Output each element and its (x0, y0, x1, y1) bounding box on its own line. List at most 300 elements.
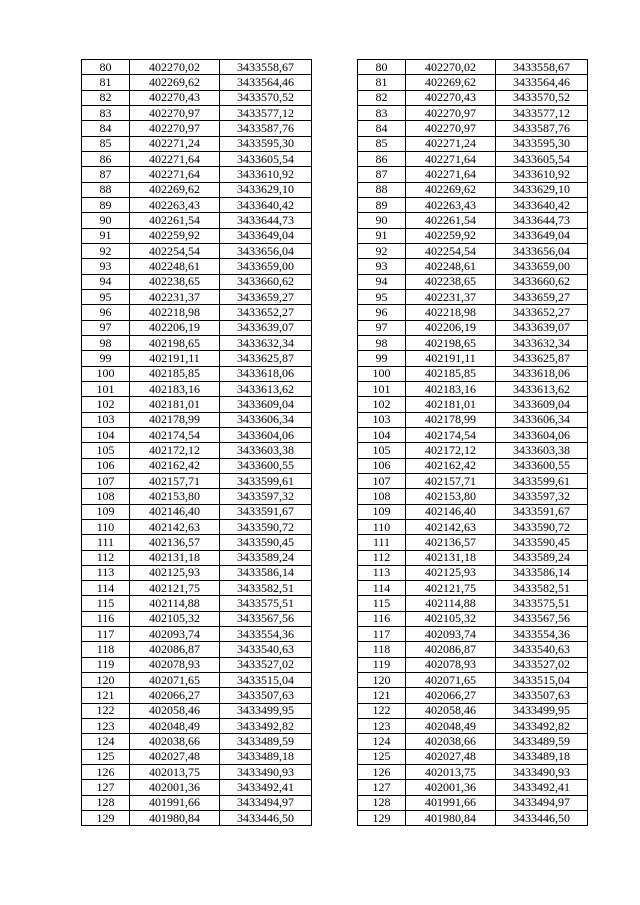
table-row (82, 473, 588, 488)
column-gap (312, 121, 358, 136)
left-point-number-cell: 125 (82, 749, 130, 764)
right-x-coordinate-cell: 402093,74 (406, 627, 496, 642)
right-y-coordinate-cell: 3433527,02 (496, 657, 588, 672)
right-x-coordinate-cell: 402206,19 (406, 320, 496, 335)
table-row (82, 627, 588, 642)
right-point-number-cell: 126 (358, 765, 406, 780)
left-point-number-cell: 92 (82, 243, 130, 258)
right-y-coordinate-cell: 3433586,14 (496, 565, 588, 580)
left-point-number-cell: 102 (82, 397, 130, 412)
left-point-number-cell: 120 (82, 673, 130, 688)
left-y-coordinate-cell: 3433540,63 (220, 642, 312, 657)
table-row (82, 688, 588, 703)
column-gap (312, 381, 358, 396)
left-point-number-cell: 93 (82, 259, 130, 274)
left-y-coordinate-cell: 3433597,32 (220, 489, 312, 504)
column-gap (312, 780, 358, 795)
right-point-number-cell: 119 (358, 657, 406, 672)
right-y-coordinate-cell: 3433599,61 (496, 473, 588, 488)
left-point-number-cell: 128 (82, 795, 130, 810)
right-x-coordinate-cell: 402248,61 (406, 259, 496, 274)
column-gap (312, 734, 358, 749)
left-y-coordinate-cell: 3433586,14 (220, 565, 312, 580)
right-y-coordinate-cell: 3433597,32 (496, 489, 588, 504)
left-y-coordinate-cell: 3433640,42 (220, 197, 312, 212)
left-y-coordinate-cell: 3433625,87 (220, 351, 312, 366)
left-point-number-cell: 83 (82, 105, 130, 120)
table-row (82, 320, 588, 335)
right-x-coordinate-cell: 402048,49 (406, 719, 496, 734)
table-row (82, 412, 588, 427)
right-x-coordinate-cell: 402181,01 (406, 397, 496, 412)
table-row (82, 673, 588, 688)
column-gap (312, 581, 358, 596)
left-x-coordinate-cell: 402271,64 (130, 151, 220, 166)
left-x-coordinate-cell: 402058,46 (130, 703, 220, 718)
left-point-number-cell: 96 (82, 305, 130, 320)
column-gap (312, 795, 358, 810)
left-x-coordinate-cell: 402105,32 (130, 611, 220, 626)
right-point-number-cell: 104 (358, 427, 406, 442)
left-point-number-cell: 119 (82, 657, 130, 672)
column-gap (312, 811, 358, 826)
right-point-number-cell: 99 (358, 351, 406, 366)
right-y-coordinate-cell: 3433618,06 (496, 366, 588, 381)
column-gap (312, 412, 358, 427)
left-x-coordinate-cell: 402183,16 (130, 381, 220, 396)
left-point-number-cell: 117 (82, 627, 130, 642)
right-point-number-cell: 123 (358, 719, 406, 734)
table-row (82, 75, 588, 90)
table-row (82, 780, 588, 795)
right-x-coordinate-cell: 402038,66 (406, 734, 496, 749)
table-row (82, 243, 588, 258)
right-y-coordinate-cell: 3433577,12 (496, 105, 588, 120)
right-point-number-cell: 87 (358, 167, 406, 182)
left-x-coordinate-cell: 402048,49 (130, 719, 220, 734)
left-point-number-cell: 121 (82, 688, 130, 703)
right-point-number-cell: 91 (358, 228, 406, 243)
left-point-number-cell: 80 (82, 60, 130, 75)
table-row (82, 228, 588, 243)
right-point-number-cell: 106 (358, 458, 406, 473)
coordinate-table-body (82, 60, 588, 826)
left-y-coordinate-cell: 3433656,04 (220, 243, 312, 258)
left-x-coordinate-cell: 402271,24 (130, 136, 220, 151)
table-row (82, 765, 588, 780)
left-point-number-cell: 94 (82, 274, 130, 289)
right-y-coordinate-cell: 3433632,34 (496, 335, 588, 350)
table-row (82, 213, 588, 228)
right-x-coordinate-cell: 402058,46 (406, 703, 496, 718)
table-row (82, 565, 588, 580)
left-y-coordinate-cell: 3433489,18 (220, 749, 312, 764)
left-x-coordinate-cell: 402270,43 (130, 90, 220, 105)
left-x-coordinate-cell: 401980,84 (130, 811, 220, 826)
column-gap (312, 197, 358, 212)
left-x-coordinate-cell: 402181,01 (130, 397, 220, 412)
left-x-coordinate-cell: 402271,64 (130, 167, 220, 182)
right-point-number-cell: 96 (358, 305, 406, 320)
right-y-coordinate-cell: 3433652,27 (496, 305, 588, 320)
right-point-number-cell: 112 (358, 550, 406, 565)
left-y-coordinate-cell: 3433492,41 (220, 780, 312, 795)
right-x-coordinate-cell: 402131,18 (406, 550, 496, 565)
table-row (82, 305, 588, 320)
left-point-number-cell: 123 (82, 719, 130, 734)
right-point-number-cell: 122 (358, 703, 406, 718)
column-gap (312, 504, 358, 519)
right-point-number-cell: 118 (358, 642, 406, 657)
left-y-coordinate-cell: 3433492,82 (220, 719, 312, 734)
left-point-number-cell: 109 (82, 504, 130, 519)
right-point-number-cell: 120 (358, 673, 406, 688)
right-point-number-cell: 102 (358, 397, 406, 412)
right-point-number-cell: 90 (358, 213, 406, 228)
left-point-number-cell: 122 (82, 703, 130, 718)
right-y-coordinate-cell: 3433625,87 (496, 351, 588, 366)
column-gap (312, 136, 358, 151)
left-x-coordinate-cell: 402125,93 (130, 565, 220, 580)
left-x-coordinate-cell: 402270,97 (130, 105, 220, 120)
left-y-coordinate-cell: 3433600,55 (220, 458, 312, 473)
right-point-number-cell: 80 (358, 60, 406, 75)
left-x-coordinate-cell: 402174,54 (130, 427, 220, 442)
left-x-coordinate-cell: 402114,88 (130, 596, 220, 611)
right-x-coordinate-cell: 402001,36 (406, 780, 496, 795)
right-y-coordinate-cell: 3433590,72 (496, 519, 588, 534)
right-y-coordinate-cell: 3433492,82 (496, 719, 588, 734)
table-row (82, 182, 588, 197)
right-x-coordinate-cell: 402136,57 (406, 535, 496, 550)
right-y-coordinate-cell: 3433603,38 (496, 443, 588, 458)
left-x-coordinate-cell: 402269,62 (130, 75, 220, 90)
left-point-number-cell: 126 (82, 765, 130, 780)
column-gap (312, 550, 358, 565)
right-point-number-cell: 82 (358, 90, 406, 105)
right-y-coordinate-cell: 3433492,41 (496, 780, 588, 795)
column-gap (312, 320, 358, 335)
right-x-coordinate-cell: 402259,92 (406, 228, 496, 243)
table-row (82, 197, 588, 212)
right-y-coordinate-cell: 3433570,52 (496, 90, 588, 105)
left-x-coordinate-cell: 402269,62 (130, 182, 220, 197)
right-y-coordinate-cell: 3433639,07 (496, 320, 588, 335)
left-x-coordinate-cell: 402254,54 (130, 243, 220, 258)
left-y-coordinate-cell: 3433494,97 (220, 795, 312, 810)
left-x-coordinate-cell: 402238,65 (130, 274, 220, 289)
right-y-coordinate-cell: 3433489,18 (496, 749, 588, 764)
left-x-coordinate-cell: 401991,66 (130, 795, 220, 810)
right-point-number-cell: 121 (358, 688, 406, 703)
column-gap (312, 596, 358, 611)
right-x-coordinate-cell: 402066,27 (406, 688, 496, 703)
left-point-number-cell: 81 (82, 75, 130, 90)
table-row (82, 90, 588, 105)
right-point-number-cell: 110 (358, 519, 406, 534)
left-y-coordinate-cell: 3433613,62 (220, 381, 312, 396)
left-x-coordinate-cell: 402198,65 (130, 335, 220, 350)
column-gap (312, 443, 358, 458)
right-x-coordinate-cell: 402027,48 (406, 749, 496, 764)
column-gap (312, 427, 358, 442)
right-x-coordinate-cell: 402218,98 (406, 305, 496, 320)
column-gap (312, 611, 358, 626)
right-x-coordinate-cell: 402153,80 (406, 489, 496, 504)
right-y-coordinate-cell: 3433558,67 (496, 60, 588, 75)
table-row (82, 274, 588, 289)
right-point-number-cell: 105 (358, 443, 406, 458)
left-y-coordinate-cell: 3433591,67 (220, 504, 312, 519)
column-gap (312, 565, 358, 580)
left-x-coordinate-cell: 402086,87 (130, 642, 220, 657)
table-row (82, 151, 588, 166)
column-gap (312, 642, 358, 657)
left-y-coordinate-cell: 3433605,54 (220, 151, 312, 166)
right-y-coordinate-cell: 3433595,30 (496, 136, 588, 151)
table-row (82, 489, 588, 504)
table-row (82, 611, 588, 626)
right-point-number-cell: 84 (358, 121, 406, 136)
left-y-coordinate-cell: 3433659,00 (220, 259, 312, 274)
column-gap (312, 305, 358, 320)
right-y-coordinate-cell: 3433649,04 (496, 228, 588, 243)
right-x-coordinate-cell: 402270,97 (406, 121, 496, 136)
left-y-coordinate-cell: 3433639,07 (220, 320, 312, 335)
column-gap (312, 397, 358, 412)
right-y-coordinate-cell: 3433446,50 (496, 811, 588, 826)
right-x-coordinate-cell: 402185,85 (406, 366, 496, 381)
left-y-coordinate-cell: 3433595,30 (220, 136, 312, 151)
left-y-coordinate-cell: 3433499,95 (220, 703, 312, 718)
left-x-coordinate-cell: 402027,48 (130, 749, 220, 764)
right-x-coordinate-cell: 402146,40 (406, 504, 496, 519)
right-y-coordinate-cell: 3433507,63 (496, 688, 588, 703)
left-point-number-cell: 111 (82, 535, 130, 550)
right-point-number-cell: 109 (358, 504, 406, 519)
left-point-number-cell: 127 (82, 780, 130, 795)
left-y-coordinate-cell: 3433589,24 (220, 550, 312, 565)
right-y-coordinate-cell: 3433600,55 (496, 458, 588, 473)
left-y-coordinate-cell: 3433527,02 (220, 657, 312, 672)
column-gap (312, 289, 358, 304)
left-x-coordinate-cell: 402270,02 (130, 60, 220, 75)
right-x-coordinate-cell: 402172,12 (406, 443, 496, 458)
right-y-coordinate-cell: 3433660,62 (496, 274, 588, 289)
table-row (82, 550, 588, 565)
column-gap (312, 535, 358, 550)
column-gap (312, 274, 358, 289)
right-x-coordinate-cell: 402086,87 (406, 642, 496, 657)
column-gap (312, 519, 358, 534)
left-x-coordinate-cell: 402261,54 (130, 213, 220, 228)
left-y-coordinate-cell: 3433606,34 (220, 412, 312, 427)
right-point-number-cell: 107 (358, 473, 406, 488)
right-x-coordinate-cell: 402270,43 (406, 90, 496, 105)
column-gap (312, 458, 358, 473)
right-point-number-cell: 85 (358, 136, 406, 151)
right-y-coordinate-cell: 3433589,24 (496, 550, 588, 565)
table-row (82, 105, 588, 120)
right-y-coordinate-cell: 3433590,45 (496, 535, 588, 550)
column-gap (312, 657, 358, 672)
right-x-coordinate-cell: 402254,54 (406, 243, 496, 258)
left-y-coordinate-cell: 3433564,46 (220, 75, 312, 90)
table-row (82, 458, 588, 473)
right-x-coordinate-cell: 402078,93 (406, 657, 496, 672)
left-point-number-cell: 116 (82, 611, 130, 626)
right-y-coordinate-cell: 3433644,73 (496, 213, 588, 228)
right-x-coordinate-cell: 402261,54 (406, 213, 496, 228)
right-point-number-cell: 127 (358, 780, 406, 795)
table-row (82, 381, 588, 396)
right-x-coordinate-cell: 402178,99 (406, 412, 496, 427)
table-row (82, 397, 588, 412)
left-x-coordinate-cell: 402178,99 (130, 412, 220, 427)
left-point-number-cell: 112 (82, 550, 130, 565)
right-point-number-cell: 97 (358, 320, 406, 335)
right-point-number-cell: 125 (358, 749, 406, 764)
left-point-number-cell: 106 (82, 458, 130, 473)
right-y-coordinate-cell: 3433604,06 (496, 427, 588, 442)
left-point-number-cell: 108 (82, 489, 130, 504)
left-point-number-cell: 104 (82, 427, 130, 442)
right-x-coordinate-cell: 402271,24 (406, 136, 496, 151)
right-x-coordinate-cell: 402162,42 (406, 458, 496, 473)
column-gap (312, 243, 358, 258)
column-gap (312, 151, 358, 166)
right-point-number-cell: 111 (358, 535, 406, 550)
table-row (82, 443, 588, 458)
left-point-number-cell: 114 (82, 581, 130, 596)
left-y-coordinate-cell: 3433507,63 (220, 688, 312, 703)
right-point-number-cell: 103 (358, 412, 406, 427)
right-x-coordinate-cell: 402231,37 (406, 289, 496, 304)
left-point-number-cell: 115 (82, 596, 130, 611)
left-x-coordinate-cell: 402038,66 (130, 734, 220, 749)
left-point-number-cell: 110 (82, 519, 130, 534)
left-y-coordinate-cell: 3433515,04 (220, 673, 312, 688)
table-row (82, 366, 588, 381)
right-point-number-cell: 108 (358, 489, 406, 504)
column-gap (312, 749, 358, 764)
left-x-coordinate-cell: 402259,92 (130, 228, 220, 243)
right-x-coordinate-cell: 402157,71 (406, 473, 496, 488)
left-y-coordinate-cell: 3433659,27 (220, 289, 312, 304)
left-x-coordinate-cell: 402121,75 (130, 581, 220, 596)
left-point-number-cell: 118 (82, 642, 130, 657)
left-y-coordinate-cell: 3433629,10 (220, 182, 312, 197)
right-y-coordinate-cell: 3433587,76 (496, 121, 588, 136)
column-gap (312, 75, 358, 90)
column-gap (312, 703, 358, 718)
left-y-coordinate-cell: 3433660,62 (220, 274, 312, 289)
right-point-number-cell: 101 (358, 381, 406, 396)
column-gap (312, 213, 358, 228)
right-x-coordinate-cell: 402071,65 (406, 673, 496, 688)
left-point-number-cell: 88 (82, 182, 130, 197)
table-row (82, 734, 588, 749)
left-y-coordinate-cell: 3433652,27 (220, 305, 312, 320)
coordinate-table (81, 59, 588, 826)
left-point-number-cell: 91 (82, 228, 130, 243)
left-point-number-cell: 90 (82, 213, 130, 228)
left-x-coordinate-cell: 402157,71 (130, 473, 220, 488)
left-y-coordinate-cell: 3433610,92 (220, 167, 312, 182)
right-x-coordinate-cell: 402121,75 (406, 581, 496, 596)
right-point-number-cell: 93 (358, 259, 406, 274)
left-x-coordinate-cell: 402248,61 (130, 259, 220, 274)
right-point-number-cell: 88 (358, 182, 406, 197)
left-y-coordinate-cell: 3433644,73 (220, 213, 312, 228)
left-x-coordinate-cell: 402066,27 (130, 688, 220, 703)
right-x-coordinate-cell: 402125,93 (406, 565, 496, 580)
table-row (82, 596, 588, 611)
left-x-coordinate-cell: 402146,40 (130, 504, 220, 519)
left-y-coordinate-cell: 3433582,51 (220, 581, 312, 596)
column-gap (312, 719, 358, 734)
table-row (82, 289, 588, 304)
left-y-coordinate-cell: 3433599,61 (220, 473, 312, 488)
left-x-coordinate-cell: 402071,65 (130, 673, 220, 688)
table-row (82, 519, 588, 534)
column-gap (312, 259, 358, 274)
left-y-coordinate-cell: 3433567,56 (220, 611, 312, 626)
right-y-coordinate-cell: 3433640,42 (496, 197, 588, 212)
left-y-coordinate-cell: 3433590,45 (220, 535, 312, 550)
column-gap (312, 105, 358, 120)
left-x-coordinate-cell: 402270,97 (130, 121, 220, 136)
right-point-number-cell: 129 (358, 811, 406, 826)
left-y-coordinate-cell: 3433587,76 (220, 121, 312, 136)
right-point-number-cell: 100 (358, 366, 406, 381)
right-x-coordinate-cell: 402105,32 (406, 611, 496, 626)
right-point-number-cell: 98 (358, 335, 406, 350)
left-point-number-cell: 124 (82, 734, 130, 749)
left-y-coordinate-cell: 3433590,72 (220, 519, 312, 534)
right-x-coordinate-cell: 402013,75 (406, 765, 496, 780)
left-point-number-cell: 82 (82, 90, 130, 105)
right-y-coordinate-cell: 3433554,36 (496, 627, 588, 642)
left-x-coordinate-cell: 402001,36 (130, 780, 220, 795)
right-point-number-cell: 92 (358, 243, 406, 258)
left-y-coordinate-cell: 3433554,36 (220, 627, 312, 642)
column-gap (312, 228, 358, 243)
left-point-number-cell: 101 (82, 381, 130, 396)
left-y-coordinate-cell: 3433649,04 (220, 228, 312, 243)
left-point-number-cell: 129 (82, 811, 130, 826)
right-y-coordinate-cell: 3433567,56 (496, 611, 588, 626)
left-x-coordinate-cell: 402136,57 (130, 535, 220, 550)
left-point-number-cell: 107 (82, 473, 130, 488)
left-point-number-cell: 103 (82, 412, 130, 427)
right-y-coordinate-cell: 3433606,34 (496, 412, 588, 427)
left-point-number-cell: 95 (82, 289, 130, 304)
right-point-number-cell: 95 (358, 289, 406, 304)
right-x-coordinate-cell: 402269,62 (406, 182, 496, 197)
table-row (82, 581, 588, 596)
left-point-number-cell: 105 (82, 443, 130, 458)
left-point-number-cell: 87 (82, 167, 130, 182)
right-x-coordinate-cell: 401980,84 (406, 811, 496, 826)
left-point-number-cell: 86 (82, 151, 130, 166)
left-y-coordinate-cell: 3433577,12 (220, 105, 312, 120)
left-x-coordinate-cell: 402263,43 (130, 197, 220, 212)
right-y-coordinate-cell: 3433659,27 (496, 289, 588, 304)
table-row (82, 657, 588, 672)
right-y-coordinate-cell: 3433494,97 (496, 795, 588, 810)
left-x-coordinate-cell: 402191,11 (130, 351, 220, 366)
